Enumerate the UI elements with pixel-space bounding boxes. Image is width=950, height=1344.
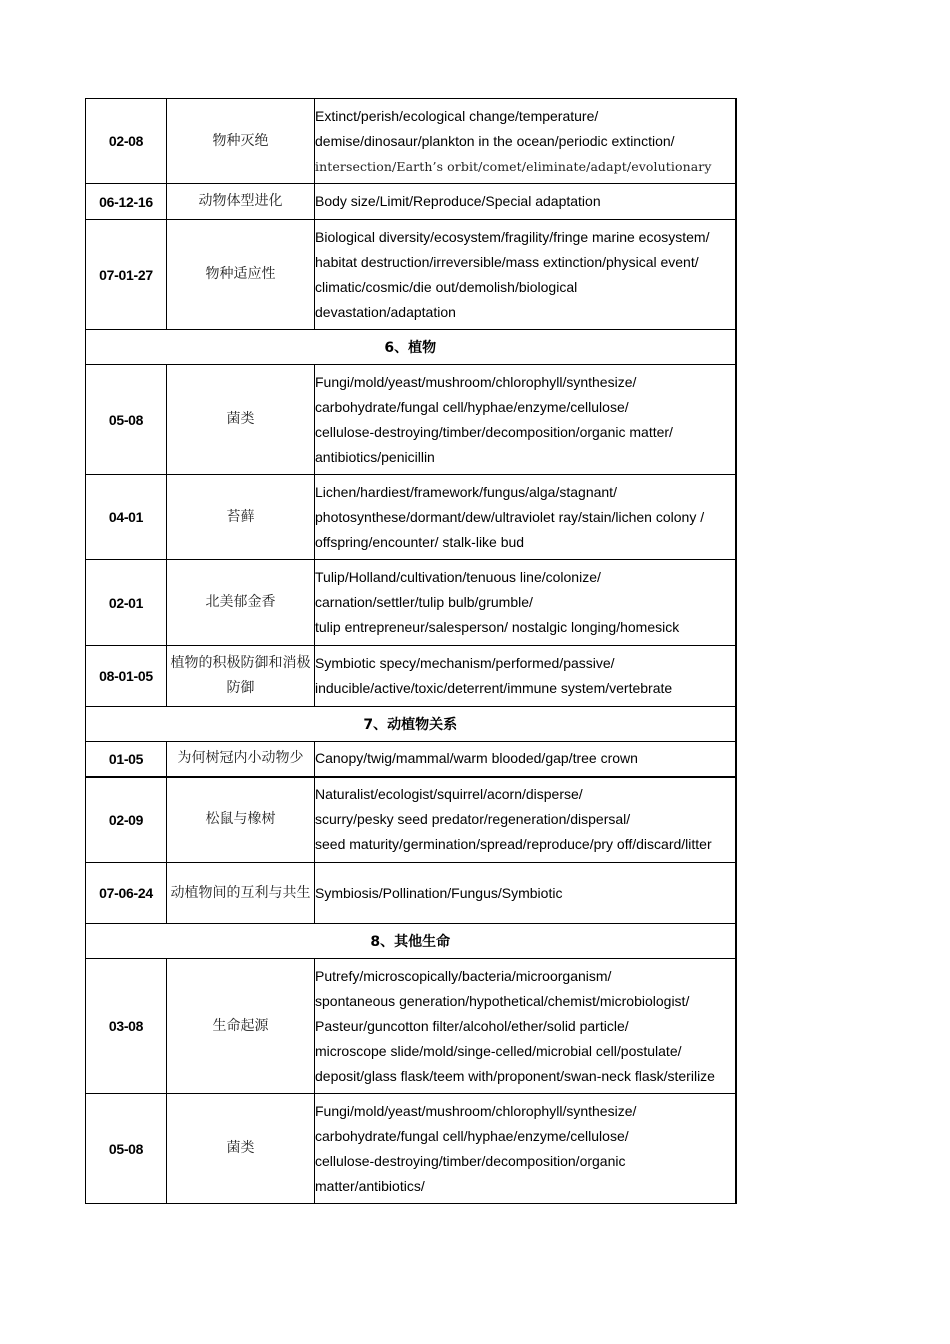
vocab-line: seed maturity/germination/spread/reproduce/pry off/discard/litter bbox=[315, 836, 712, 853]
section-row bbox=[86, 924, 736, 959]
vocab-line: microscope slide/mold/singe-celled/microbial cell/postulate/ bbox=[315, 1042, 682, 1059]
vocab-line: Fungi/mold/yeast/mushroom/chlorophyll/synthesize/ bbox=[315, 1102, 637, 1119]
row-vocabulary bbox=[315, 1094, 736, 1204]
vocab-line: inducible/active/toxic/deterrent/immune system/vertebrate bbox=[315, 680, 673, 696]
row-vocabulary bbox=[315, 365, 736, 475]
section-heading: 8、其他生命 bbox=[86, 924, 736, 959]
row-topic: 菌类 bbox=[167, 1094, 315, 1204]
vocab-line: carbohydrate/fungal cell/hyphae/enzyme/cellulose/ bbox=[315, 1127, 629, 1144]
vocab-line: Symbiotic specy/mechanism/performed/passive/ bbox=[315, 655, 615, 671]
vocab-line: cellulose-destroying/timber/decomposition/organic bbox=[315, 1152, 626, 1169]
vocab-line: tulip entrepreneur/salesperson/ nostalgic longing/homesick bbox=[315, 619, 680, 635]
vocab-line: offspring/encounter/ stalk-like bud bbox=[315, 533, 525, 550]
table-row bbox=[86, 560, 736, 646]
row-vocabulary bbox=[315, 742, 736, 777]
row-vocabulary bbox=[315, 475, 736, 560]
table-row bbox=[86, 863, 736, 924]
row-topic: 动植物间的互利与共生 bbox=[167, 863, 315, 924]
vocab-line: Naturalist/ecologist/squirrel/acorn/disperse/ bbox=[315, 786, 583, 803]
table-row bbox=[86, 646, 736, 707]
vocab-line: Extinct/perish/ecological change/temperature/ bbox=[315, 107, 599, 124]
vocab-line: carbohydrate/fungal cell/hyphae/enzyme/cellulose/ bbox=[315, 398, 629, 415]
section-row bbox=[86, 707, 736, 742]
vocab-line: Tulip/Holland/cultivation/tenuous line/colonize/ bbox=[315, 569, 601, 585]
vocab-line: carnation/settler/tulip bulb/grumble/ bbox=[315, 594, 533, 610]
row-code: 02-08 bbox=[86, 99, 167, 184]
table-row bbox=[86, 1094, 736, 1204]
vocab-line: antibiotics/penicillin bbox=[315, 448, 435, 465]
table-body bbox=[86, 99, 736, 1204]
row-topic: 物种灭绝 bbox=[167, 99, 315, 184]
row-code: 06-12-16 bbox=[86, 184, 167, 220]
row-code: 07-06-24 bbox=[86, 863, 167, 924]
row-topic: 为何树冠内小动物少 bbox=[167, 742, 315, 777]
section-heading: 7、动植物关系 bbox=[86, 707, 736, 742]
row-code: 01-05 bbox=[86, 742, 167, 777]
row-code: 08-01-05 bbox=[86, 646, 167, 707]
row-vocabulary bbox=[315, 646, 736, 707]
row-topic: 动物体型进化 bbox=[167, 184, 315, 220]
row-code: 04-01 bbox=[86, 475, 167, 560]
row-code: 03-08 bbox=[86, 959, 167, 1094]
row-code: 07-01-27 bbox=[86, 220, 167, 330]
vocab-line: deposit/glass flask/teem with/proponent/swan-neck flask/sterilize bbox=[315, 1067, 715, 1084]
vocab-line: matter/antibiotics/ bbox=[315, 1177, 425, 1194]
vocabulary-table bbox=[85, 98, 737, 1204]
vocab-line: photosynthese/dormant/dew/ultraviolet ray/stain/lichen colony / bbox=[315, 508, 705, 525]
row-vocabulary bbox=[315, 560, 736, 646]
row-vocabulary bbox=[315, 220, 736, 330]
row-topic: 生命起源 bbox=[167, 959, 315, 1094]
row-vocabulary bbox=[315, 99, 736, 184]
vocab-line: Putrefy/microscopically/bacteria/microorganism/ bbox=[315, 967, 612, 984]
vocab-line: intersection/Earth’s orbit/comet/eliminate/adapt/evolutionary bbox=[315, 158, 712, 174]
vocab-line: Pasteur/guncotton filter/alcohol/ether/solid particle/ bbox=[315, 1017, 629, 1034]
table-row bbox=[86, 365, 736, 475]
vocab-line: Lichen/hardiest/framework/fungus/alga/stagnant/ bbox=[315, 483, 617, 500]
row-topic: 北美郁金香 bbox=[167, 560, 315, 646]
vocab-line: demise/dinosaur/plankton in the ocean/periodic extinction/ bbox=[315, 132, 675, 149]
row-vocabulary bbox=[315, 184, 736, 220]
vocab-line: Body size/Limit/Reproduce/Special adaptation bbox=[315, 193, 601, 209]
row-topic: 苔藓 bbox=[167, 475, 315, 560]
vocab-line: Fungi/mold/yeast/mushroom/chlorophyll/synthesize/ bbox=[315, 373, 637, 390]
row-topic: 松鼠与橡树 bbox=[167, 777, 315, 863]
row-code: 02-09 bbox=[86, 777, 167, 863]
table-row bbox=[86, 220, 736, 330]
row-code: 02-01 bbox=[86, 560, 167, 646]
row-vocabulary bbox=[315, 777, 736, 863]
section-heading: 6、植物 bbox=[86, 330, 736, 365]
table-row bbox=[86, 742, 736, 777]
table-row bbox=[86, 777, 736, 863]
table-row bbox=[86, 475, 736, 560]
vocab-line: Canopy/twig/mammal/warm blooded/gap/tree crown bbox=[315, 750, 638, 767]
row-topic: 菌类 bbox=[167, 365, 315, 475]
vocab-line: climatic/cosmic/die out/demolish/biological bbox=[315, 278, 578, 295]
vocab-line: habitat destruction/irreversible/mass extinction/physical event/ bbox=[315, 253, 699, 270]
table-row bbox=[86, 184, 736, 220]
vocab-line: scurry/pesky seed predator/regeneration/dispersal/ bbox=[315, 811, 631, 828]
row-code: 05-08 bbox=[86, 1094, 167, 1204]
vocab-line: Biological diversity/ecosystem/fragility/fringe marine ecosystem/ bbox=[315, 228, 710, 245]
table-row bbox=[86, 959, 736, 1094]
table-row bbox=[86, 99, 736, 184]
vocab-line: cellulose-destroying/timber/decomposition/organic matter/ bbox=[315, 423, 673, 440]
vocab-line: devastation/adaptation bbox=[315, 303, 456, 320]
vocab-line: spontaneous generation/hypothetical/chemist/microbiologist/ bbox=[315, 992, 690, 1009]
row-vocabulary bbox=[315, 959, 736, 1094]
row-topic: 植物的积极防御和消极防御 bbox=[167, 646, 315, 707]
row-code: 05-08 bbox=[86, 365, 167, 475]
row-topic: 物种适应性 bbox=[167, 220, 315, 330]
row-vocabulary bbox=[315, 863, 736, 924]
vocab-line: Symbiosis/Pollination/Fungus/Symbiotic bbox=[315, 884, 563, 901]
section-row bbox=[86, 330, 736, 365]
